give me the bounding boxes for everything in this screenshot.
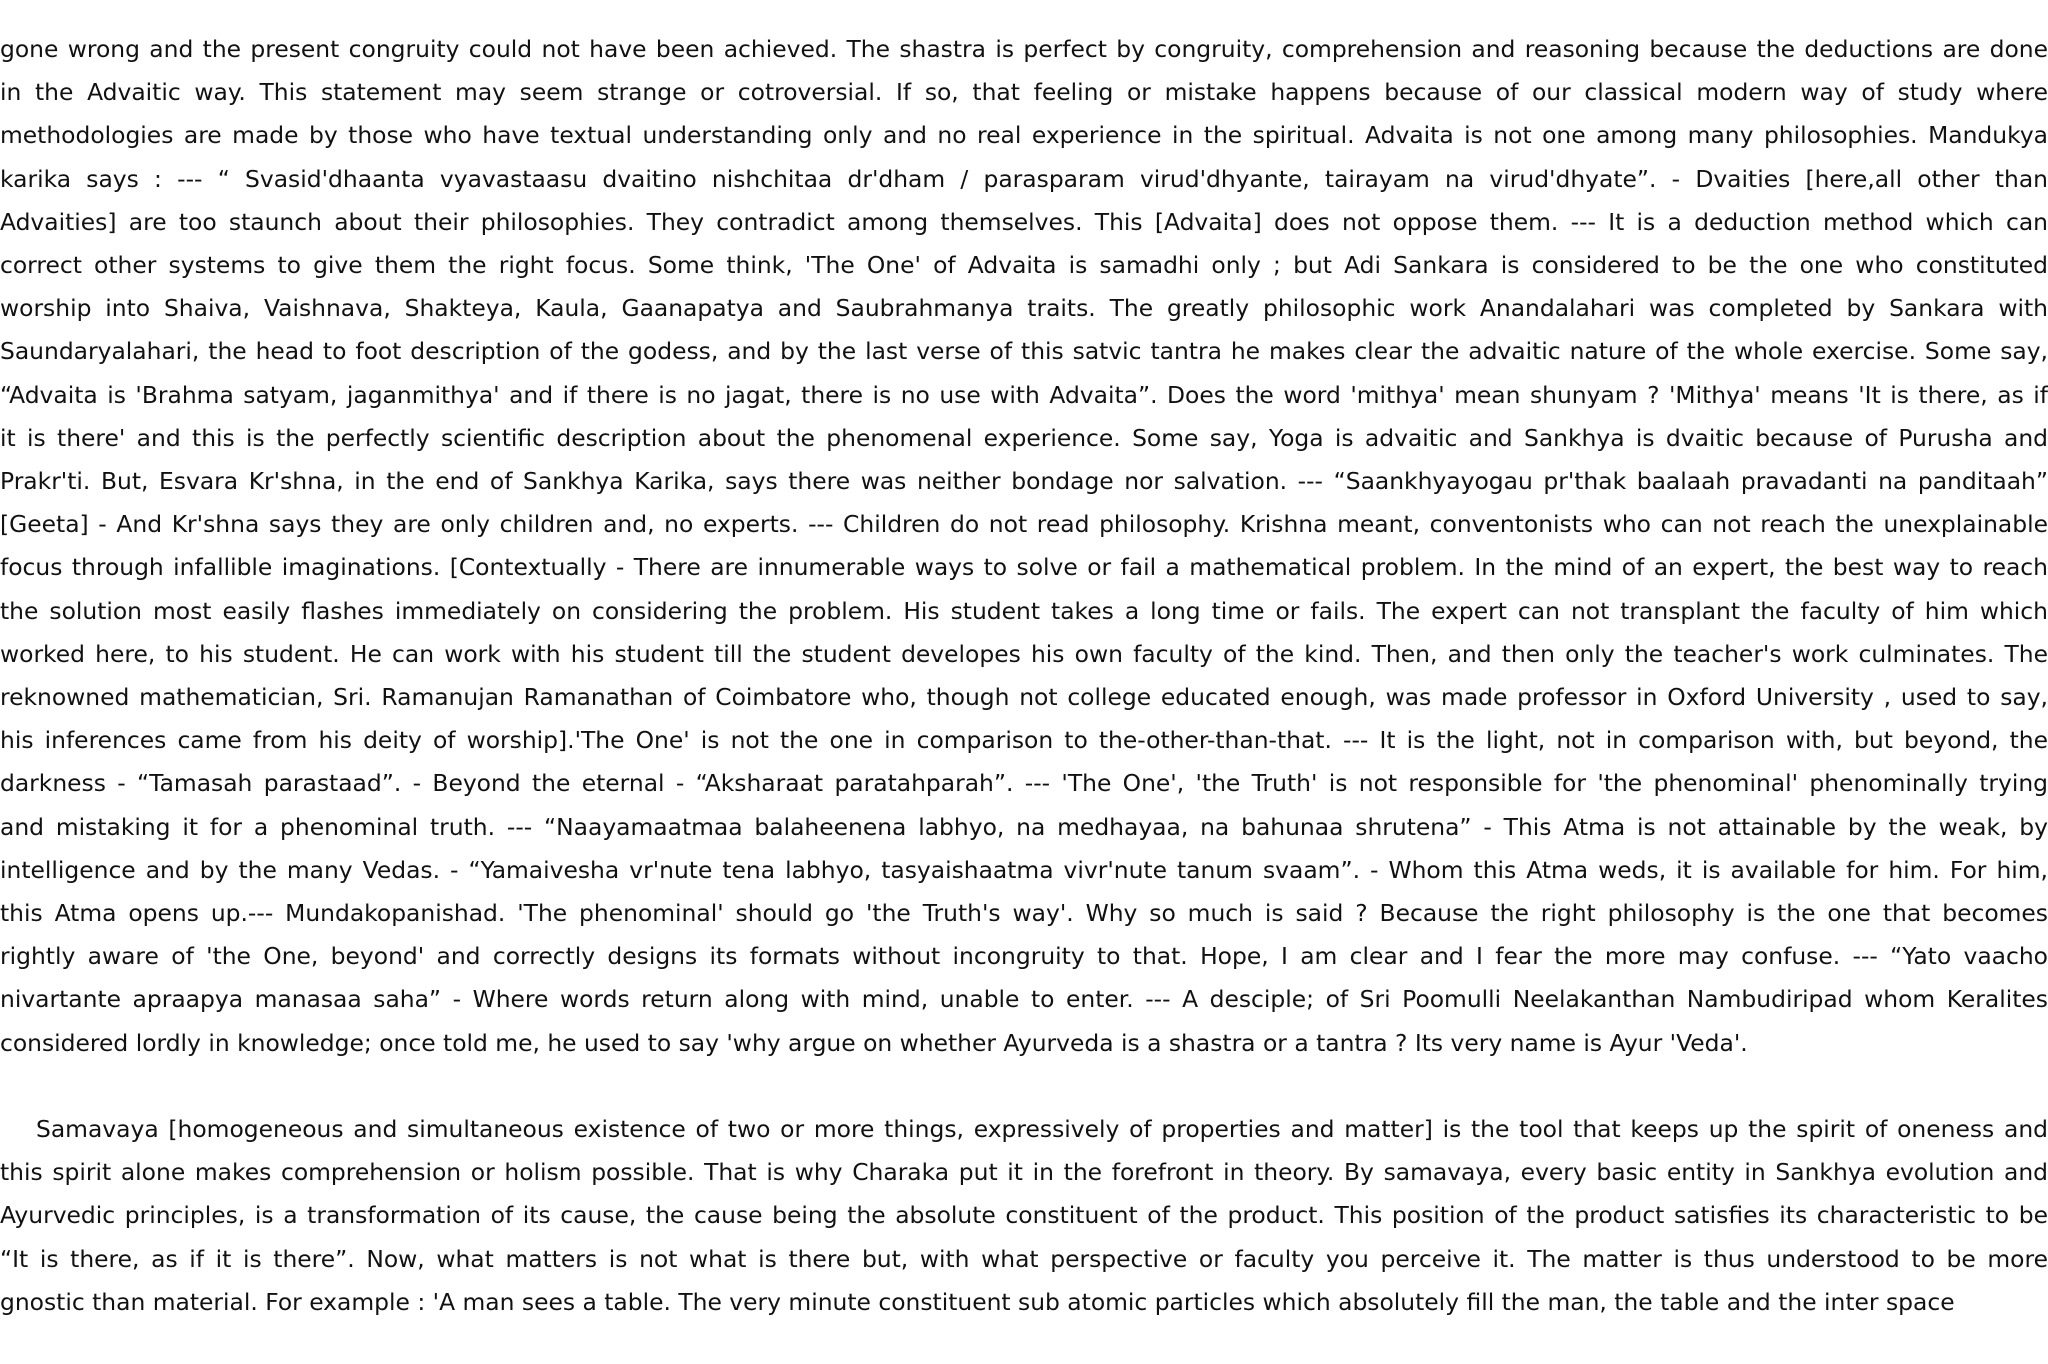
text-line: intelligence and by the many Vedas. - “Yamaivesha vr'nute tena labhyo, tasyaishaatma vivr'nute tanum svaam”. - Whom this Atma weds, it is available for him. For him, — [0, 855, 2048, 884]
text-line: considered lordly in knowledge; once told me, he used to say 'why argue on whether Ayurveda is a shastra or a tantra ? Its very name is Ayur 'Veda'. — [0, 1028, 1748, 1057]
text-line: this Atma opens up.--- Mundakopanishad. 'The phenominal' should go 'the Truth's way'. Why so much is said ? Because the right philosophy is the one that becomes — [0, 899, 2048, 928]
text-line: it is there' and this is the perfectly scientific description about the phenomenal experience. Some say, Yoga is advaitic and Sankhya is dvaitic because of Purusha and — [0, 423, 2048, 452]
text-line: nivartante apraapya manasaa saha” - Where words return along with mind, unable to enter. --- A desciple; of Sri Poomulli Neelakanthan Nambudiripad whom Keralites — [0, 985, 2048, 1014]
text-line: his inferences came from his deity of worship].'The One' is not the one in comparison to the-other-than-that. --- It is the light, not in comparison with, but beyond, the — [0, 726, 2048, 755]
text-line: Saundaryalahari, the head to foot description of the godess, and by the last verse of this satvic tantra he makes clear the advaitic nature of the whole exercise. Some say, — [0, 337, 2048, 366]
text-line: “It is there, as if it is there”. Now, what matters is not what is there but, with what perspective or faculty you perceive it. The matter is thus understood to be more — [0, 1244, 2048, 1273]
text-line: correct other systems to give them the right focus. Some think, 'The One' of Advaita is samadhi only ; but Adi Sankara is considered to be the one who constituted — [0, 251, 2048, 280]
paragraph-samavaya — [0, 1108, 2048, 1324]
text-line: rightly aware of 'the One, beyond' and correctly designs its formats without incongruity to that. Hope, I am clear and I fear the more may confuse. --- “Yato vaacho — [0, 942, 2048, 971]
paragraph-advaita — [0, 28, 2048, 1065]
text-line: reknowned mathematician, Sri. Ramanujan Ramanathan of Coimbatore who, though not college educated enough, was made professor in Oxford University , used to say, — [0, 683, 2048, 712]
text-line: methodologies are made by those who have textual understanding only and no real experience in the spiritual. Advaita is not one among many philosophies. Mandukya — [0, 121, 2048, 150]
text-line: worship into Shaiva, Vaishnava, Shakteya, Kaula, Gaanapatya and Saubrahmanya traits. The greatly philosophic work Anandalahari was completed by Sankara with — [0, 294, 2048, 323]
text-line: darkness - “Tamasah parastaad”. - Beyond the eternal - “Aksharaat paratahparah”. --- 'The One', 'the Truth' is not responsible for 'the phenominal' phenominally trying — [0, 769, 2048, 798]
text-line: Samavaya [homogeneous and simultaneous existence of two or more things, expressively of properties and matter] is the tool that keeps up the spirit of oneness and — [36, 1115, 2048, 1144]
text-line: gnostic than material. For example : 'A man sees a table. The very minute constituent sub atomic particles which absolutely fill the man, the table and the inter space — [0, 1287, 1955, 1316]
document-page — [0, 28, 2048, 1324]
text-line: gone wrong and the present congruity could not have been achieved. The shastra is perfect by congruity, comprehension and reasoning because the deductions are done — [0, 35, 2048, 63]
text-line: Prakr'ti. But, Esvara Kr'shna, in the end of Sankhya Karika, says there was neither bondage nor salvation. --- “Saankhyayogau pr'thak baalaah pravadanti na panditaah” — [0, 467, 2048, 496]
text-line: focus through infallible imaginations. [Contextually - There are innumerable ways to solve or fail a mathematical problem. In the mind of an expert, the best way to reach — [0, 553, 2048, 582]
text-line: Ayurvedic principles, is a transformation of its cause, the cause being the absolute constituent of the product. This position of the product satisfies its characteristic to be — [0, 1201, 2048, 1230]
text-line: karika says : --- “ Svasid'dhaanta vyavastaasu dvaitino nishchitaa dr'dham / parasparam virud'dhyante, tairayam na virud'dhyate”. - Dvaities [here,all other than — [0, 164, 2048, 193]
text-line: [Geeta] - And Kr'shna says they are only children and, no experts. --- Children do not read philosophy. Krishna meant, conventonists who can not reach the unexplainable — [0, 510, 2048, 539]
text-line: the solution most easily flashes immediately on considering the problem. His student takes a long time or fails. The expert can not transplant the faculty of him which — [0, 596, 2048, 625]
text-line: and mistaking it for a phenominal truth. --- “Naayamaatmaa balaheenena labhyo, na medhayaa, na bahunaa shrutena” - This Atma is not attainable by the weak, by — [0, 812, 2048, 841]
text-line: worked here, to his student. He can work with his student till the student developes his own faculty of the kind. Then, and then only the teacher's work culminates. The — [0, 639, 2048, 668]
text-line: in the Advaitic way. This statement may seem strange or cotroversial. If so, that feeling or mistake happens because of our classical modern way of study where — [0, 78, 2048, 107]
text-line: this spirit alone makes comprehension or holism possible. That is why Charaka put it in the forefront in theory. By samavaya, every basic entity in Sankhya evolution and — [0, 1158, 2048, 1187]
paragraph-spacer — [0, 1065, 2048, 1108]
text-line: “Advaita is 'Brahma satyam, jaganmithya' and if there is no jagat, there is no use with Advaita”. Does the word 'mithya' mean shunyam ? 'Mithya' means 'It is there, as if — [0, 380, 2048, 409]
text-line: Advaities] are too staunch about their philosophies. They contradict among themselves. This [Advaita] does not oppose them. --- It is a deduction method which can — [0, 207, 2048, 236]
